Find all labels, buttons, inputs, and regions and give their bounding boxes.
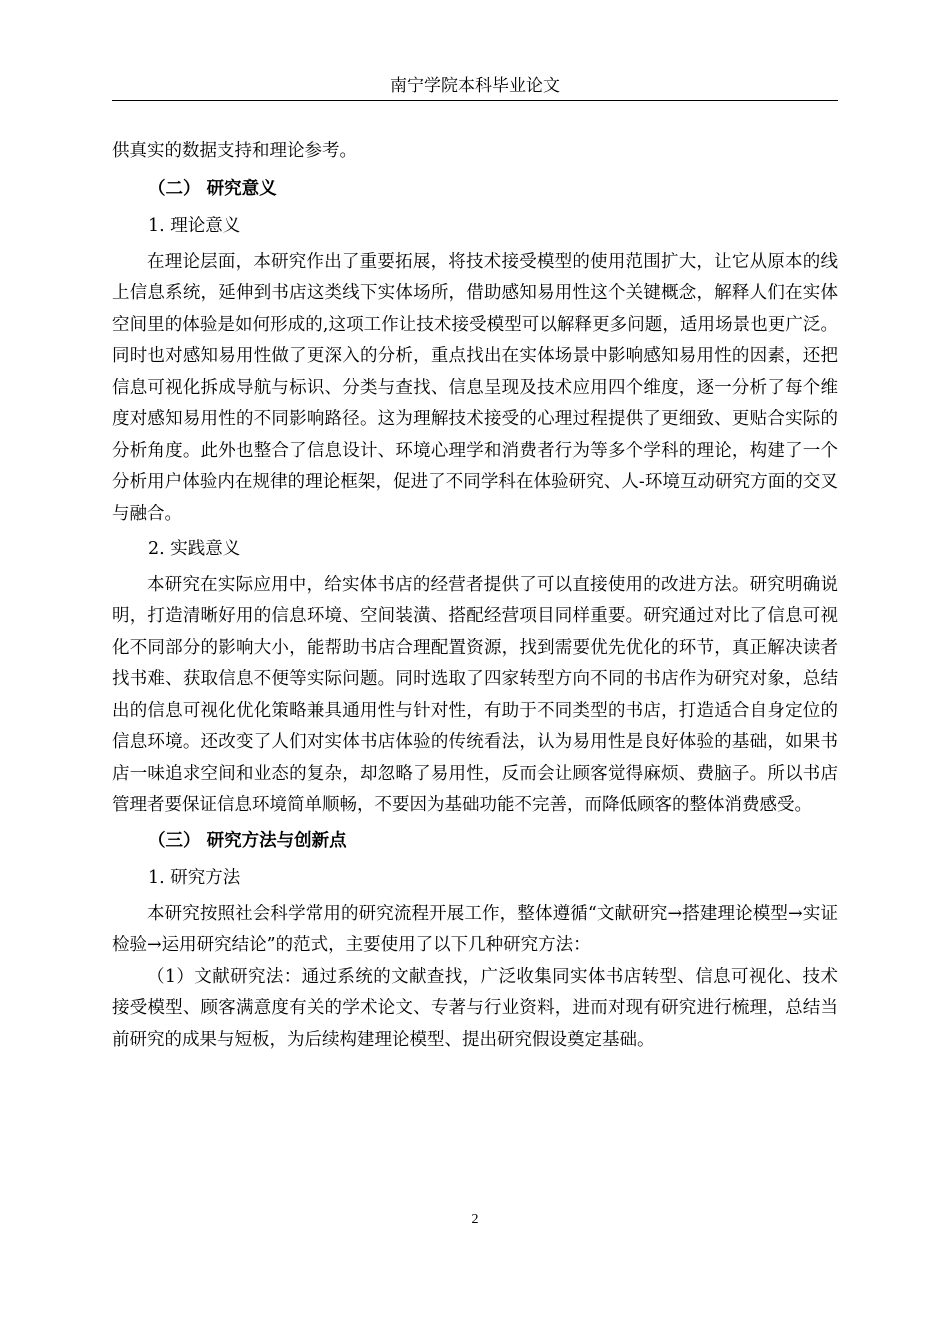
section-heading-significance: （二） 研究意义 <box>148 178 277 199</box>
subheading-research-methods: 1. 研究方法 <box>148 868 241 888</box>
header-rule <box>112 100 838 101</box>
page-body <box>112 136 838 1056</box>
page-number: 2 <box>471 1212 479 1227</box>
subheading-practical-significance: 2. 实践意义 <box>148 539 241 559</box>
subheading-theoretical-significance: 1. 理论意义 <box>148 216 241 236</box>
paragraph-literature-method: （1）文献研究法：通过系统的文献查找，广泛收集同实体书店转型、信息可视化、技术接受模型、顾客满意度有关的学术论文、专著与行业资料，进而对现有研究进行梳理，总结当前研究的成果与短板，为后续构建理论模型、提出研究假设奠定基础。 <box>112 966 838 1050</box>
paragraph-practical-significance: 本研究在实际应用中，给实体书店的经营者提供了可以直接使用的改进方法。研究明确说明，打造清晰好用的信息环境、空间装潢、搭配经营项目同样重要。研究通过对比了信息可视化不同部分的影响大小，能帮助书店合理配置资源，找到需要优先优化的环节，真正解决读者找书难、获取信息不便等实际问题。同时选取了四家转型方向不同的书店作为研究对象，总结出的信息可视化优化策略兼具通用性与针对性，有助于不同类型的书店，打造适合自身定位的信息环境。还改变了人们对实体书店体验的传统看法，认为易用性是良好体验的基础，如果书店一味追求空间和业态的复杂，却忽略了易用性，反而会让顾客觉得麻烦、费脑子。所以书店管理者要保证信息环境简单顺畅，不要因为基础功能不完善，而降低顾客的整体消费感受。 <box>112 574 838 815</box>
paragraph-continuation: 供真实的数据支持和理论参考。 <box>112 141 357 161</box>
running-header: 南宁学院本科毕业论文 <box>390 76 560 96</box>
section-heading-methods: （三） 研究方法与创新点 <box>148 830 347 851</box>
paragraph-theoretical-significance: 在理论层面，本研究作出了重要拓展，将技术接受模型的使用范围扩大，让它从原本的线上信息系统，延伸到书店这类线下实体场所，借助感知易用性这个关键概念，解释人们在实体空间里的体验是如何形成的,这项工作让技术接受模型可以解释更多问题，适用场景也更广泛。同时也对感知易用性做了更深入的分析，重点找出在实体场景中影响感知易用性的因素，还把信息可视化拆成导航与标识、分类与查找、信息呈现及技术应用四个维度，逐一分析了每个维度对感知易用性的不同影响路径。这为理解技术接受的心理过程提供了更细致、更贴合实际的分析角度。此外也整合了信息设计、环境心理学和消费者行为等多个学科的理论，构建了一个分析用户体验内在规律的理论框架，促进了不同学科在体验研究、人-环境互动研究方面的交叉与融合。 <box>112 251 838 524</box>
paragraph-research-methods-intro: 本研究按照社会科学常用的研究流程开展工作，整体遵循“文献研究→搭建理论模型→实证检验→运用研究结论”的范式，主要使用了以下几种研究方法： <box>112 903 838 955</box>
